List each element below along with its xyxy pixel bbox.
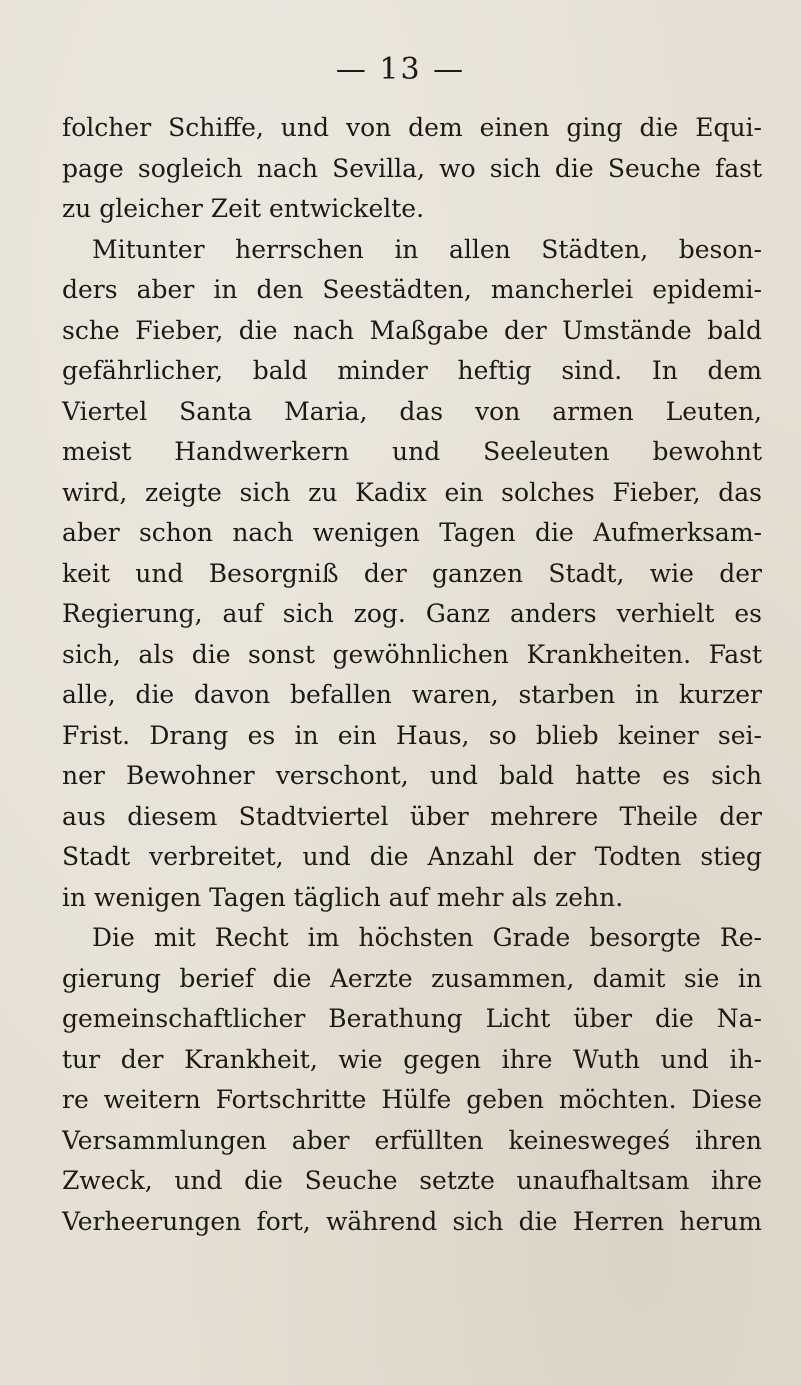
text-line: sich, als die sonst gewöhnlichen Krankheiten. Fast (62, 639, 762, 669)
text-line: folcher Schiffe, und von dem einen ging die Equi- (62, 113, 762, 142)
text-line: sche Fieber, die nach Maßgabe der Umstände bald (62, 315, 762, 345)
text-line: aus diesem Stadtviertel über mehrere Theile der (62, 801, 762, 831)
text-line: gemeinschaftlicher Berathung Licht über die Na- (62, 1004, 762, 1033)
text-line: re weitern Fortschritte Hülfe geben möchten. Diese (62, 1085, 762, 1114)
text-line: ner Bewohner verschont, und bald hatte es sich (62, 761, 762, 790)
text-line: tur der Krankheit, wie gegen ihre Wuth und ih- (62, 1044, 762, 1074)
text-line: Mitunter herrschen in allen Städten, beson- (92, 234, 762, 264)
text-line: keit und Besorgniß der ganzen Stadt, wie der (62, 558, 762, 588)
text-line: Verheerungen fort, während sich die Herren herum (62, 1206, 762, 1236)
text-line: aber schon nach wenigen Tagen die Aufmerksam- (62, 518, 762, 547)
text-line: meist Handwerkern und Seeleuten bewohnt (62, 437, 762, 466)
text-line: gefährlicher, bald minder heftig sind. In dem (62, 356, 762, 385)
text-line: Stadt verbreitet, und die Anzahl der Todten stieg (62, 842, 762, 871)
text-line: page sogleich nach Sevilla, wo sich die Seuche fast (62, 153, 762, 183)
body-text (62, 108, 762, 1242)
text-line: Versammlungen aber erfüllten keineswegeś ihren (62, 1125, 762, 1155)
text-line: Zweck, und die Seuche setzte unaufhaltsam ihre (62, 1166, 762, 1195)
text-line: wird, zeigte sich zu Kadix ein solches Fieber, das (62, 477, 762, 507)
text-line: Die mit Recht im höchsten Grade besorgte Re- (92, 923, 762, 952)
text-line: Regierung, auf sich zog. Ganz anders verhielt es (62, 599, 762, 628)
text-line: zu gleicher Zeit entwickelte. (62, 194, 425, 223)
text-line: alle, die davon befallen waren, starben in kurzer (62, 680, 762, 709)
text-line: Frist. Drang es in ein Haus, so blieb keiner sei- (62, 720, 762, 750)
page-number: — 13 — (335, 52, 466, 87)
text-line: Viertel Santa Maria, das von armen Leuten, (62, 396, 762, 426)
text-line: gierung berief die Aerzte zusammen, damit sie in (62, 963, 762, 993)
text-line: ders aber in den Seestädten, mancherlei epidemi- (62, 275, 762, 304)
text-line: in wenigen Tagen täglich auf mehr als zehn. (62, 882, 624, 912)
